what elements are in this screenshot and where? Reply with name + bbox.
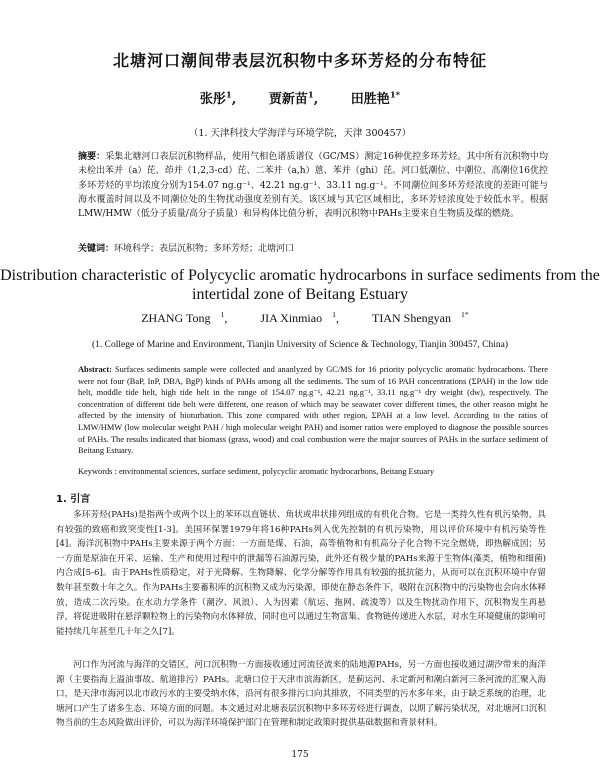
keywords-cn-text: 环境科学；表层沉积物；多环芳烃；北塘河口 (114, 244, 295, 254)
author-en-1: ZHANG Tong $^1$, (141, 310, 228, 325)
abstract-cn-label: 摘要： (78, 152, 106, 162)
title-chinese: 北塘河口潮间带表层沉积物中多环芳烃的分布特征 (112, 51, 487, 70)
author-cn-2: 贾新苗$^1$, (268, 89, 319, 107)
body-paragraph-2: 河口作为河流与海洋的交错区，河口沉积物一方面接收通过河流径流来的陆地源PAHs，另一方面也接收通过湖汐带来的海洋源（主要指海上溢油事故、航道排污）PAHs。北塘口位于天津市滨海新区，是蓟运河、永定新河和潮白新河三条河流的汇聚入海口，是天津市海河以北市政污水的主要受纳水体，沿河有很多排污口向其排放，不同类型的污水多年来，由于缺乏系统的治理，北塘河口产生了诸多生态、环境方面的问题。本文通过对北塘表层沉积物中多环芳烃进行调查，以期了解污染状况，对北塘河口沉积物当前的生态风险做出评价，可以为海洋环境保护部门在管理和制定政策时提供基础数据和背景材料。 (56, 660, 546, 729)
author-cn-3: 田胜艳$^{1*}$ (350, 89, 401, 107)
keywords-chinese (78, 241, 548, 254)
affiliation-english: (1. College of Marine and Environment, Tianjin University of Science & Technology, Tianjin 300457, China) (92, 340, 508, 350)
keywords-en-label: Keywords : (78, 467, 117, 476)
abstract-chinese (78, 150, 548, 221)
authors-chinese (0, 88, 600, 107)
affiliation-chinese: （1. 天津科技大学海洋与环境学院，天津 300457） (188, 128, 412, 139)
author-en-2: JIA Xinmiao $^1$, (260, 310, 339, 325)
abstract-en-text: Surfaces sediments sample were collected and ananlyzed by GC/MS for 16 priority polycyclic aromatic hydrocarbons. There were not four (BaP, InP, DBA, BgP) kinds of PAHs among all the sediments. The sum of 16 PAH concentrations (ΣPAH) in the low tide helt, moddle tide helt, high tide helt in the range of 154.07 ng.g⁻¹, 42.21 ng.g⁻¹, 33.11 ng.g⁻¹ dry weight (dw), respectively. The concentration of different tide belt were different, one reason of which may be seawater cover different times, the other reason might he affected by the intensity of bioturbation. This zone compared with other region, ΣPAH at a low level. According to the ratios of LMW/HMW (low molecular weight PAH / high molecular weight PAH) and isomer ratios were employed to diagnose the possible sources of PAHs. The results indicated that biomass (grass, wood) and coal combustion were the major sources of PAHs in the surface sediment of Beitang Estuary. (78, 365, 548, 456)
author-en-3: TIAN Shengyan $^{1*}$ (371, 310, 469, 325)
abstract-en-label: Abstract: (78, 365, 112, 374)
author-cn-1: 张彤$^1$, (199, 89, 237, 107)
keywords-english (78, 467, 548, 476)
authors-english (0, 311, 600, 326)
abstract-cn-text: 采集北塘河口表层沉积物样品，使用气相色谱质谱仪（GC/MS）测定16种优控多环芳烃。其中所有沉积物中均未检出苯并（a）芘、茚并（1,2,3-cd）芘、二苯并（a,h）蒽、苯并（ghi）芘。河口低潮位、中潮位、高潮位16优控多环芳烃的平均浓度分别为154.07 ng.g⁻¹、42.21 ng.g⁻¹、33.11 ng.g⁻¹。不同潮位间多环芳烃浓度的差距可能与海水覆盖时间以及不同潮位处的生物扰动强度差别有关。该区域与其它区域相比，多环芳烃浓度处于较低水平。根据LMW/HMW（低分子质量/高分子质量）和异构体比值分析，表明沉积物中PAHs主要来自生物质及煤的燃烧。 (78, 152, 548, 220)
page-number: 175 (291, 750, 309, 760)
section-heading-introduction: 1. 引言 (56, 494, 91, 505)
title-english: Distribution characteristic of Polycyclic aromatic hydrocarbons in surface sediments from the intertidal zone of Beitang Estuary (0, 267, 600, 303)
keywords-en-text: environmental sciences, surface sediment, polycyclic aromatic hydrocarbons, Beitang Estuary (118, 467, 435, 476)
abstract-english (78, 364, 548, 457)
body-paragraph-1: 多环芳烃(PAHs)是指两个或两个以上的苯环以直链状、角状或串状排列组成的有机化合物。它是一类持久性有机污染物，具有较强的致癌和致突变性[1-3]。美国环保署1979年将16种PAHs列入优先控制的有机污染物，用以评价环境中有机污染等性[4]。海洋沉积物中PAHs主要来源于两个方面：一方面是煤、石油，高等植物和有机高分子化合物不完全燃烧，即热解成因；另一方面是原油在开采、运输、生产和使用过程中的泄漏等石油源污染，此外还有极少量的PAHs来源于生物体(藻类，植物和细菌)内合成[5-6]。由于PAHs性质稳定，对于光降解、生物降解、化学分解等作用具有较强的抵抗能力，从而可以在沉积环境中存留数年甚至数十年之久。作为PAHs主要蓄积库的沉积物又成为污染源，即使在静态条件下，吸附在沉积物中的污染物也会向水体释放，造成二次污染。在水动力学条件（潮汐、风浪）、人为因素（航运、拖网、疏浚等）以及生物扰动作用下，沉积物发生再悬浮，将促进吸附在悬浮颗粒物上的污染物向水体释放，同时也可以通过生物富集、食物链传递进入水层，对水生环境健康的影响可能持续几年甚至几十年之久[7]。 (56, 510, 546, 637)
keywords-cn-label: 关键词： (78, 244, 115, 254)
